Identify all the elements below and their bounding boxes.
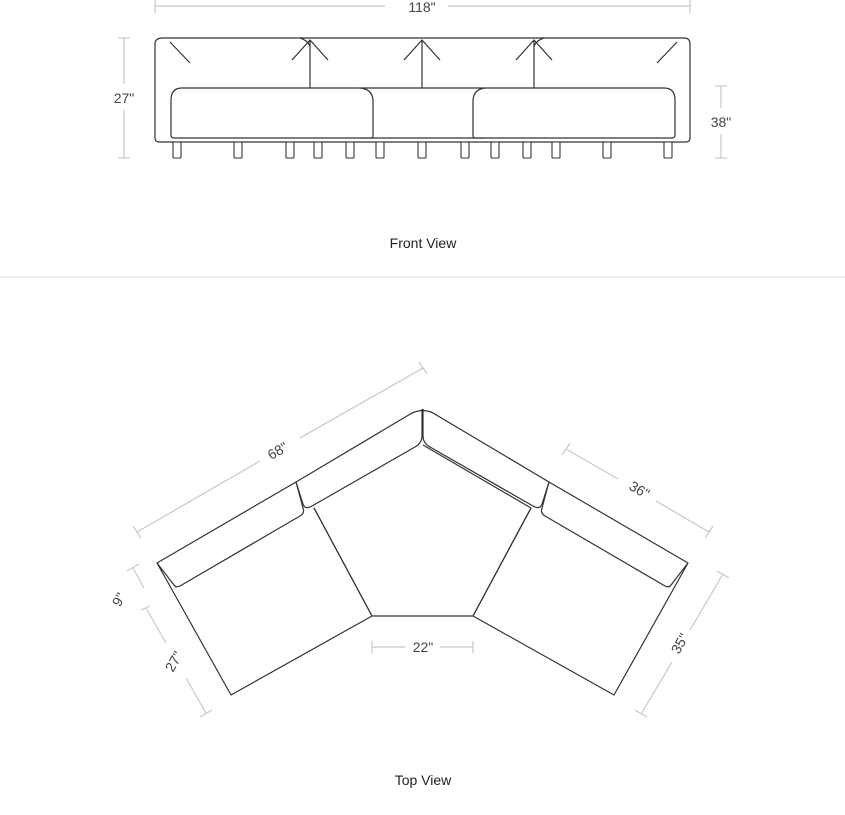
front-view-caption: Front View — [389, 235, 457, 251]
top-right-section — [473, 482, 688, 695]
front-width-label: 118" — [408, 0, 436, 15]
top-outer-length-dimension — [133, 362, 427, 538]
top-view-caption: Top View — [394, 772, 452, 788]
top-left-back-cushion — [157, 482, 304, 587]
top-side-length-dimension — [562, 443, 713, 538]
top-left-depth-dimension — [109, 564, 212, 717]
front-middle-seat — [360, 88, 485, 138]
front-back-height-label: 38" — [710, 114, 732, 130]
front-back-height-dimension — [711, 86, 732, 158]
front-right-seat — [473, 88, 675, 138]
front-legs — [173, 142, 672, 158]
top-middle-back-cushion-left — [296, 409, 422, 508]
top-inner-width-label: 22" — [412, 639, 434, 655]
front-width-dimension — [155, 0, 690, 15]
front-view — [114, 0, 732, 251]
top-seat-depth-label: 27" — [161, 648, 186, 675]
front-back-creases — [170, 40, 677, 88]
top-middle-back-cushion-right — [423, 409, 549, 508]
front-seat-height-label: 27" — [113, 90, 135, 106]
front-seat-height-dimension — [114, 38, 135, 158]
top-arm-depth-label: 9" — [108, 589, 129, 610]
top-view — [109, 362, 729, 788]
top-outer-length-label: 68" — [264, 438, 291, 463]
top-inner-width-dimension — [372, 639, 473, 655]
front-left-seat — [171, 88, 373, 138]
top-right-depth-label: 35" — [667, 630, 692, 657]
top-left-section — [157, 482, 372, 695]
top-side-length-label: 36" — [626, 477, 653, 502]
top-right-back-cushion — [541, 482, 688, 587]
top-middle-seat — [314, 445, 531, 616]
top-right-depth-dimension — [635, 571, 729, 717]
